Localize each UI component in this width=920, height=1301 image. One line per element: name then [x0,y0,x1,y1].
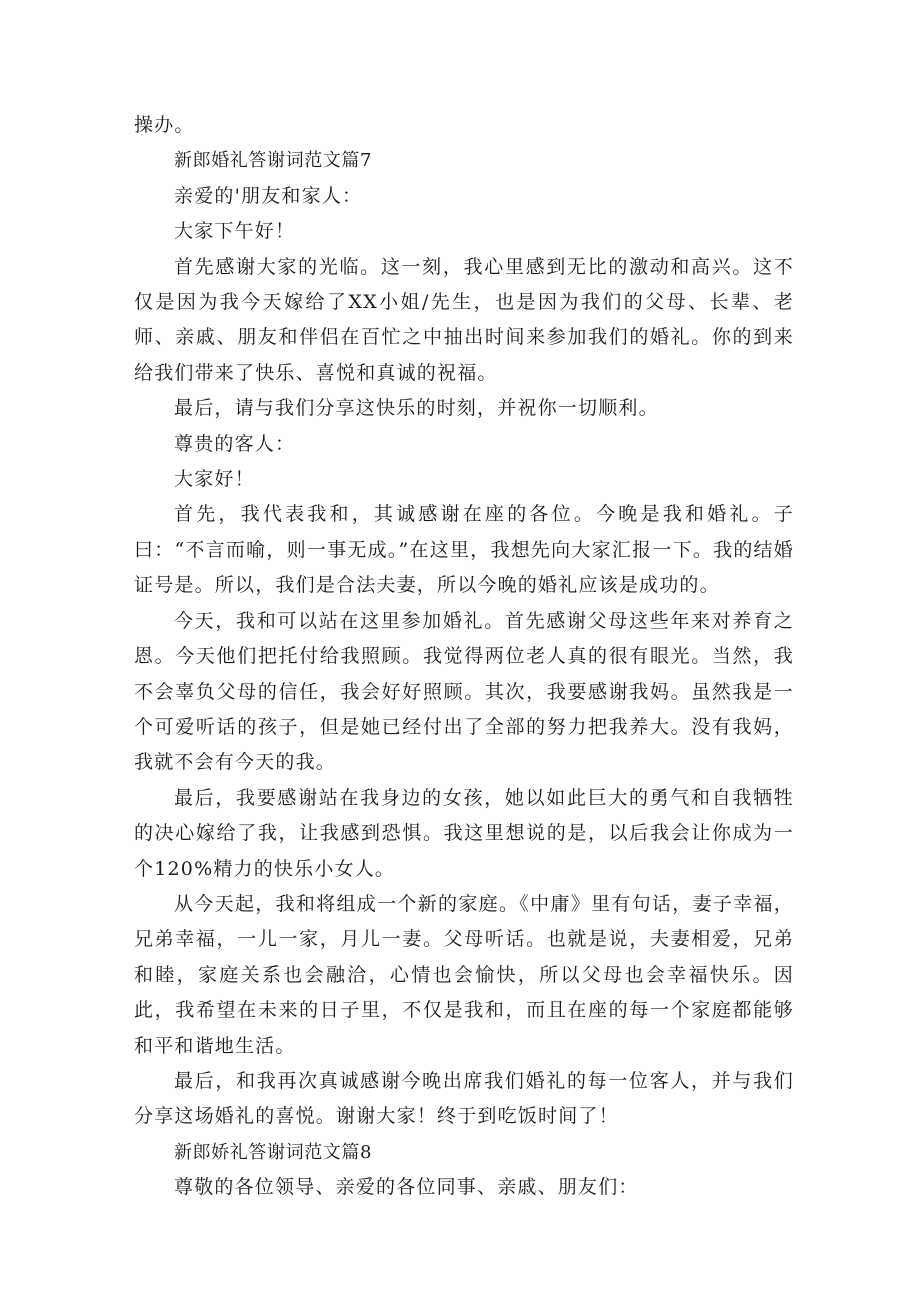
salutation: 尊敬的各位领导、亲爱的各位同事、亲戚、朋友们： [174,1176,639,1199]
paragraph: 最后，和我再次真诚感谢今晚出席我们婚礼的每一位客人，并与我们分享这场婚礼的喜悦。谢谢大家！终于到吃饭时间了！ [134,1069,794,1128]
section-heading: 新郎婚礼答谢词范文篇7 [174,150,373,172]
paragraph: 今天，我和可以站在这里参加婚礼。首先感谢父母这些年来对养育之恩。今天他们把托付给我照顾。我觉得两位老人真的很有眼光。当然，我不会辜负父母的信任，我会好好照顾。其次，我要感谢我妈。虽然我是一个可爱听话的孩子，但是她已经付出了全部的努力把我养大。没有我妈，我就不会有今天的我。 [134,609,794,774]
salutation: 亲爱的'朋友和家人： [174,184,363,207]
paragraph: 首先，我代表我和，其诚感谢在座的各位。今晚是我和婚礼。子曰：“不言而喻，则一事无成。”在这里，我想先向大家汇报一下。我的结婚证号是。所以，我们是合法夫妻，所以今晚的婚礼应该是成功的。 [134,503,794,597]
paragraph: 最后，请与我们分享这快乐的时刻，并祝你一切顺利。 [174,397,659,420]
section-heading: 新郎娇礼答谢词范文篇8 [174,1141,373,1163]
greeting: 大家下午好！ [174,220,296,243]
paragraph: 首先感谢大家的光临。这一刻，我心里感到无比的激动和高兴。这不仅是因为我今天嫁给了XX小姐/先生，也是因为我们的父母、长辈、老师、亲戚、朋友和伴侣在百忙之中抽出时间来参加我们的婚礼。你的到来给我们带来了快乐、喜悦和真诚的祝福。 [134,255,794,384]
paragraph: 最后，我要感谢站在我身边的女孩，她以如此巨大的勇气和自我牺牲的决心嫁给了我，让我感到恐惧。我这里想说的是，以后我会让你成为一个120%精力的快乐小女人。 [134,786,794,880]
greeting: 大家好！ [174,468,255,491]
document-body [134,108,794,1206]
paragraph: 从今天起，我和将组成一个新的家庭。《中庸》里有句话，妻子幸福，兄弟幸福，一儿一家，月儿一妻。父母听话。也就是说，夫妻相爱，兄弟和睦，家庭关系也会融洽，心情也会愉快，所以父母也会幸福快乐。因此，我希望在未来的日子里，不仅是我和，而且在座的每一个家庭都能够和平和谐地生活。 [134,892,794,1057]
salutation: 尊贵的客人： [174,432,296,455]
paragraph-continuation: 操办。 [134,114,195,136]
